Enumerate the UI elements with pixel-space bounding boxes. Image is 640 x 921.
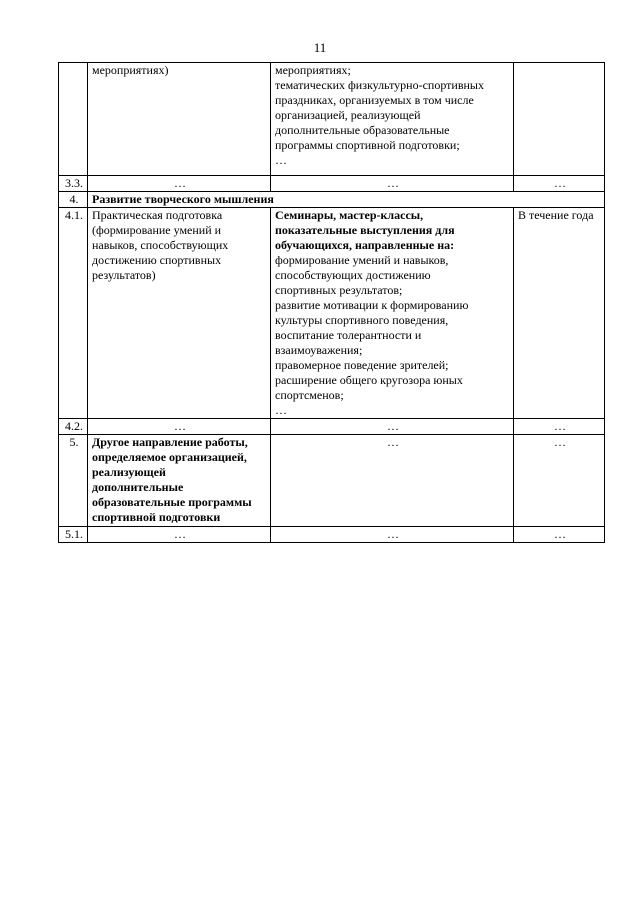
events-line: воспитание толерантности и [275,328,422,342]
timing-cell: … [514,419,605,435]
table-row [59,419,605,435]
table-row [59,527,605,543]
section-title: Развитие творческого мышления [88,192,605,208]
events-line: … [275,153,287,167]
activity-line: спортивной подготовки [92,510,221,524]
events-line: … [275,403,287,417]
row-number: 4. [59,192,88,208]
events-line: правомерное поведение зрителей; [275,358,449,372]
row-number: 5.1. [59,527,88,543]
activity-line: результатов) [92,268,156,282]
row-number: 4.1. [59,208,88,419]
events-heading-line: обучающихся, направленные на: [275,238,455,252]
events-heading-line: Семинары, мастер-классы, [275,208,424,222]
events-cell: … [271,176,514,192]
activity-cell [88,208,271,419]
events-line: расширение общего кругозора юных [275,373,463,387]
activity-line: Практическая подготовка [92,208,223,222]
table-row [59,192,605,208]
events-cell: … [271,435,514,527]
events-line: дополнительные образовательные [275,123,450,137]
activity-line: Другое направление работы, [92,435,248,449]
row-number: 3.3. [59,176,88,192]
events-line: спортивных результатов; [275,283,403,297]
timing-cell: … [514,176,605,192]
events-line: способствующих достижению [275,268,431,282]
activity-cell: … [88,419,271,435]
page-number: 11 [313,40,327,55]
events-line: формирование умений и навыков, [275,253,449,267]
table-row [59,63,605,176]
events-line: спортсменов; [275,388,344,402]
events-line: мероприятиях; [275,63,351,77]
row-number: 5. [59,435,88,527]
events-line: программы спортивной подготовки; [275,138,460,152]
activity-cell: … [88,176,271,192]
events-line: развитие мотивации к формированию [275,298,469,312]
table-row [59,208,605,419]
plan-table [58,62,605,543]
timing-cell: … [514,527,605,543]
activity-line: достижению спортивных [92,253,222,267]
activity-line: определяемое организацией, [92,450,247,464]
events-heading-line: показательные выступления для [275,223,455,237]
events-cell [271,63,514,176]
activity-line: (формирование умений и [92,223,222,237]
row-number: 4.2. [59,419,88,435]
row-number [59,63,88,176]
activity-cell: … [88,527,271,543]
events-cell [271,208,514,419]
events-line: взаимоуважения; [275,343,363,357]
timing-cell [514,63,605,176]
activity-line: навыков, способствующих [92,238,229,252]
activity-line: реализующей [92,465,166,479]
events-line: организацией, реализующей [275,108,421,122]
table-row [59,435,605,527]
timing-cell: В течение года [514,208,605,419]
activity-cell [88,435,271,527]
events-cell: … [271,527,514,543]
activity-line: дополнительные [92,480,184,494]
events-line: праздниках, организуемых в том числе [275,93,474,107]
events-line: тематических физкультурно-спортивных [275,78,484,92]
timing-cell: … [514,435,605,527]
activity-cell: мероприятиях) [88,63,271,176]
activity-line: образовательные программы [92,495,252,509]
table-row [59,176,605,192]
events-cell: … [271,419,514,435]
events-line: культуры спортивного поведения, [275,313,449,327]
